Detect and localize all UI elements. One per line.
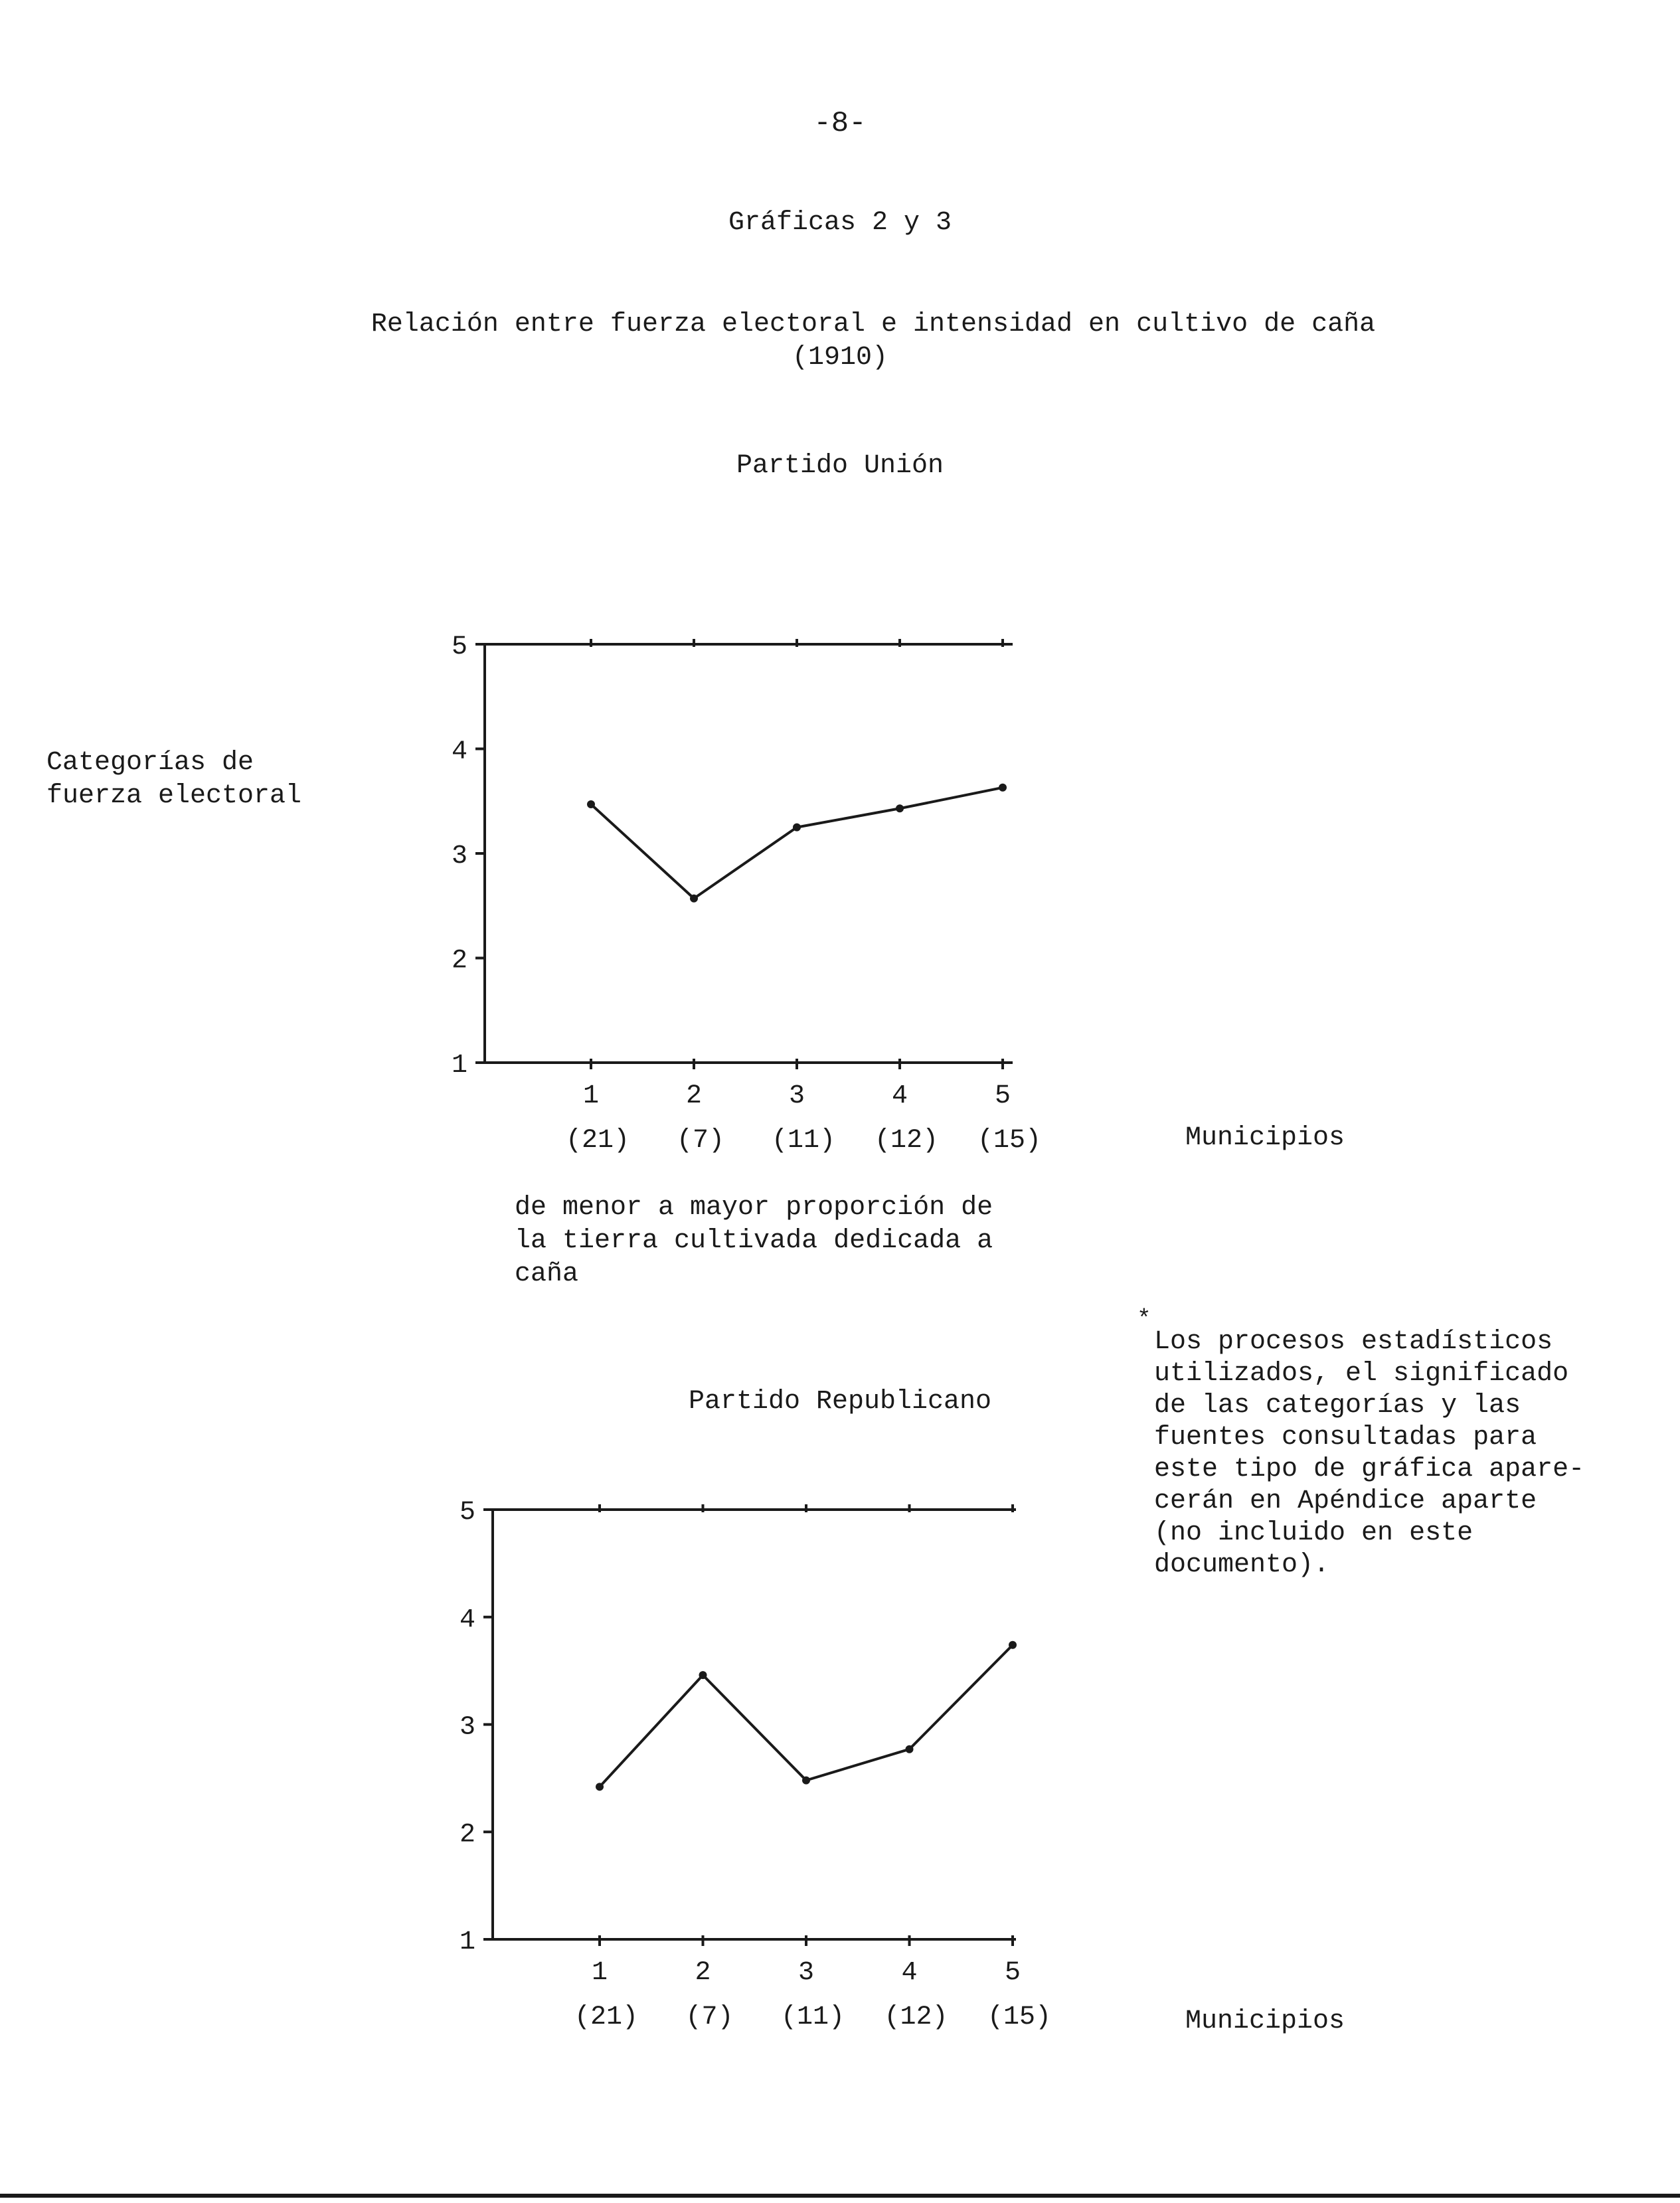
x-tick-label: 3: [788, 1081, 805, 1111]
x-description-line1: de menor a mayor proporción de: [515, 1193, 993, 1223]
x-sublabel: (15): [977, 1126, 1042, 1156]
x-sublabel: (15): [987, 2002, 1052, 2032]
x-description-line3: caña: [515, 1259, 579, 1289]
x-sublabel: (11): [780, 2002, 845, 2032]
x-sublabel: (7): [685, 2002, 734, 2032]
y-tick-label: 4: [451, 737, 467, 767]
x-sublabel: (21): [565, 1126, 630, 1156]
figure-heading: Gráficas 2 y 3: [728, 208, 952, 238]
x-tick-label: 4: [901, 1958, 918, 1988]
page-bottom-rule: [0, 2194, 1680, 2198]
x-sublabel: (12): [884, 2002, 948, 2032]
footnote-line: documento).: [1154, 1550, 1330, 1580]
footnote-line: fuentes consultadas para: [1154, 1423, 1537, 1453]
y-tick-label: 2: [459, 1820, 475, 1850]
x-tick-label: 3: [798, 1958, 815, 1988]
y-tick-label: 3: [451, 841, 467, 871]
chart2-x-axis-label: Municipios: [1185, 2006, 1345, 2036]
x-tick-label: 1: [591, 1958, 608, 1988]
x-tick-label: 4: [891, 1081, 908, 1111]
x-tick-label: 5: [1004, 1958, 1021, 1988]
x-sublabel: (7): [676, 1126, 725, 1156]
footnote-line: de las categorías y las: [1154, 1391, 1521, 1421]
y-tick-label: 5: [451, 632, 467, 662]
x-sublabel: (11): [771, 1126, 836, 1156]
x-tick-label: 2: [695, 1958, 711, 1988]
y-tick-label: 2: [451, 946, 467, 976]
x-sublabel: (21): [574, 2002, 639, 2032]
x-tick-label: 1: [582, 1081, 600, 1111]
y-tick-label: 1: [459, 1927, 475, 1957]
data-point: [596, 1783, 604, 1791]
x-description-line2: la tierra cultivada dedicada a: [515, 1226, 993, 1256]
data-point: [1009, 1641, 1017, 1649]
footnote-line: (no incluido en este: [1154, 1518, 1473, 1548]
data-line: [600, 1645, 1013, 1787]
data-point: [699, 1671, 707, 1679]
y-tick-label: 3: [459, 1712, 475, 1743]
footnote-line: cerán en Apéndice aparte: [1154, 1486, 1537, 1516]
page-number: -8-: [813, 107, 867, 140]
footnote-line: utilizados, el significado: [1154, 1359, 1569, 1389]
figure-subtitle-line2: (1910): [792, 343, 888, 373]
x-sublabel: (12): [874, 1126, 939, 1156]
data-point: [906, 1745, 914, 1753]
chart1-title: Partido Unión: [736, 451, 944, 481]
data-point: [802, 1777, 810, 1785]
y-axis-label-line2: fuerza electoral: [46, 781, 302, 811]
y-tick-label: 1: [451, 1051, 467, 1081]
y-tick-label: 5: [459, 1498, 475, 1528]
chart1-x-axis-label: Municipios: [1185, 1123, 1345, 1153]
y-tick-label: 4: [459, 1605, 475, 1635]
footnote-line: este tipo de gráfica apare-: [1154, 1454, 1585, 1484]
footnote-marker: *: [1137, 1306, 1151, 1333]
chart2-title: Partido Republicano: [688, 1387, 992, 1417]
x-tick-label: 5: [994, 1081, 1011, 1111]
figure-subtitle-line1: Relación entre fuerza electoral e intensidad en cultivo de caña: [371, 309, 1376, 339]
x-tick-label: 2: [685, 1081, 703, 1111]
footnote-line: Los procesos estadísticos: [1154, 1327, 1553, 1357]
y-axis-label-line1: Categorías de: [46, 748, 254, 778]
